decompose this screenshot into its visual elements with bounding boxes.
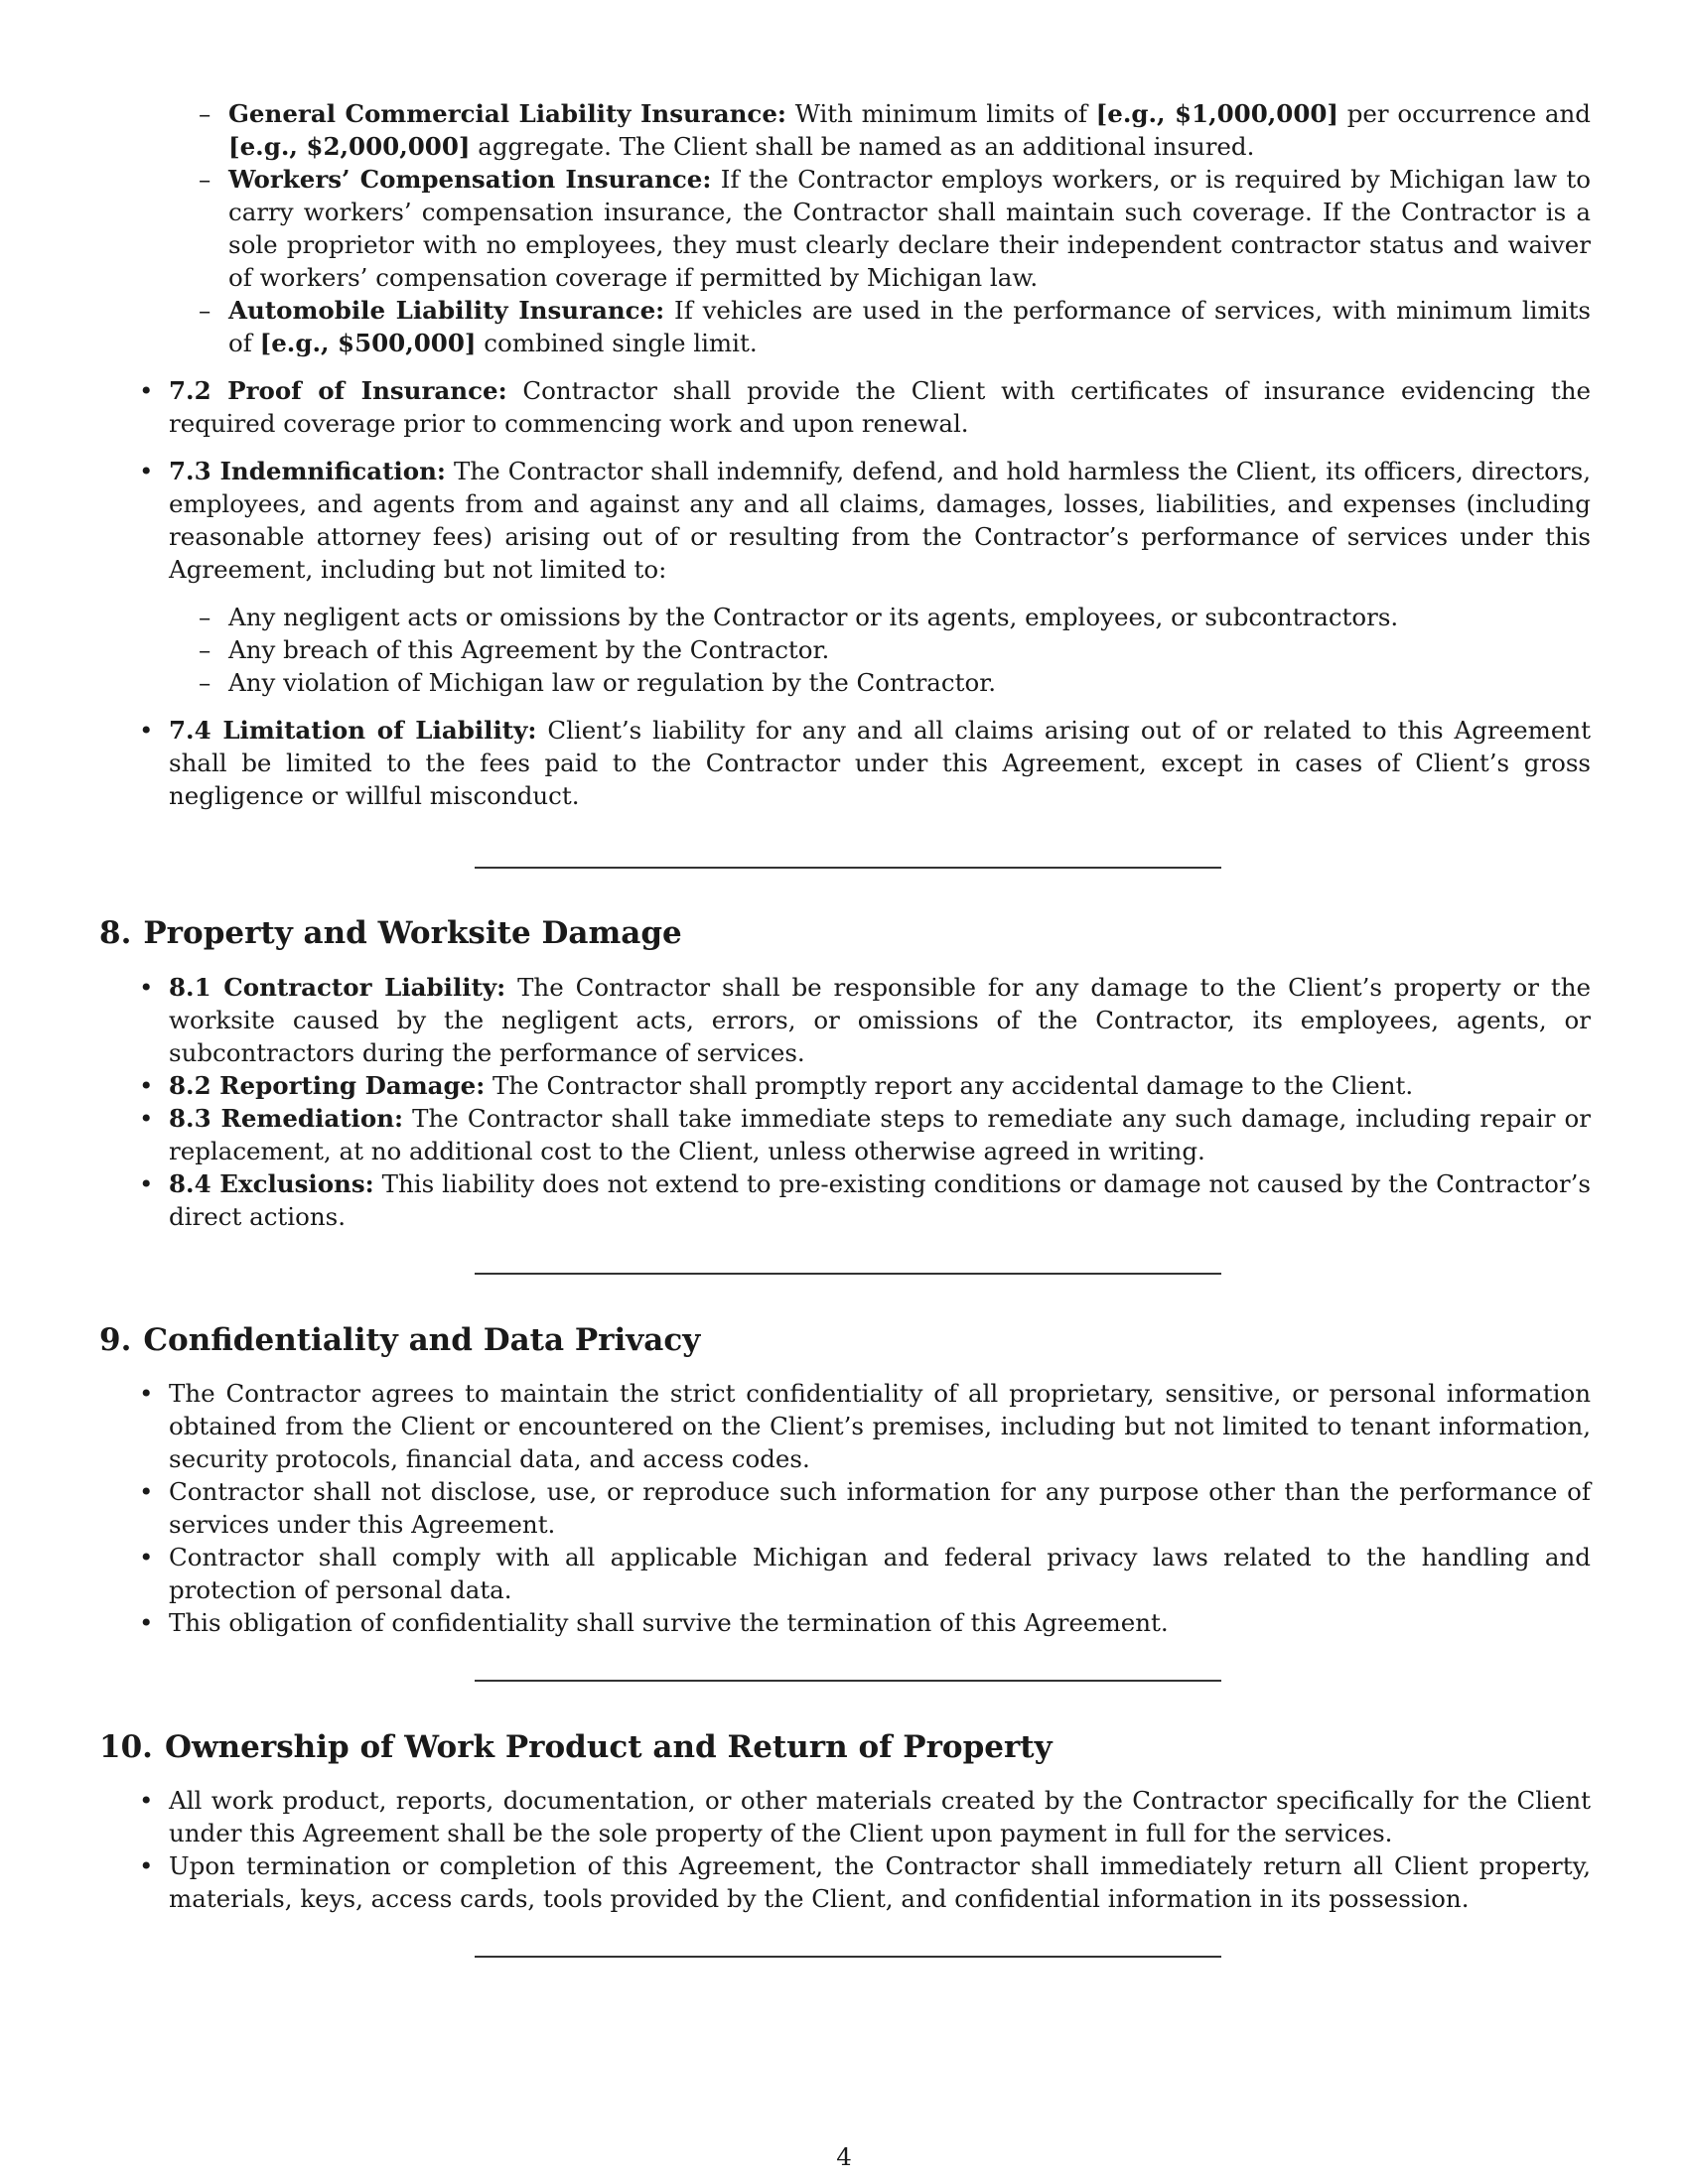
section-divider [475,1273,1221,1275]
section-9-heading: 9. Confidentiality and Data Privacy [99,1322,701,1358]
list-item: – Any breach of this Agreement by the Contractor. [228,633,1591,666]
list-item: – Any negligent acts or omissions by the Contractor or its agents, employees, or subcontractors. [228,601,1591,633]
list-item: • Contractor shall comply with all applicable Michigan and federal privacy laws related to the handling and protection of personal data. [169,1541,1591,1606]
list-item: • The Contractor agrees to maintain the strict confidentiality of all proprietary, sensitive, or personal information obtained from the Client or encountered on the Client’s premises, including but not limited to tenant information, security protocols, financial data, and access codes. [169,1377,1591,1475]
section-7-clauses [99,374,1591,812]
list-item: • 8.2 Reporting Damage: The Contractor shall promptly report any accidental damage to the Client. [169,1069,1591,1102]
list-item: • 8.4 Exclusions: This liability does not extend to pre-existing conditions or damage not caused by the Contractor’s direct actions. [169,1167,1591,1233]
list-item: • All work product, reports, documentation, or other materials created by the Contractor specifically for the Client under this Agreement shall be the sole property of the Client upon payment in full for the services. [169,1784,1591,1849]
insurance-types-list [99,97,1591,359]
section-10-heading: 10. Ownership of Work Product and Return of Property [99,1729,1053,1765]
list-item: – Automobile Liability Insurance: If vehicles are used in the performance of services, with minimum limits of [e.g., $500,000] combined single limit. [228,294,1591,359]
clause-indemnification: • 7.3 Indemnification: The Contractor shall indemnify, defend, and hold harmless the Client, its officers, directors, employees, and agents from and against any and all claims, damages, losses, liabilities, and expenses (including reasonable attorney fees) arising out of or resulting from the Contractor’s performance of services under this Agreement, including but not limited to: – Any negligent acts or omissions by the Contractor or its agents, employees, or subcontractors. – Any breach of this Agreement by the Contractor. – Any violation of Michigan law or regulation by the Contractor. [169,455,1591,699]
list-item: • Upon termination or completion of this Agreement, the Contractor shall immediately return all Client property, materials, keys, access cards, tools provided by the Client, and confidential information in its possession. [169,1849,1591,1915]
list-item: • Contractor shall not disclose, use, or reproduce such information for any purpose other than the performance of services under this Agreement. [169,1475,1591,1541]
section-7-continued [99,97,1591,812]
list-item: – Workers’ Compensation Insurance: If the Contractor employs workers, or is required by Michigan law to carry workers’ compensation insurance, the Contractor shall maintain such coverage. If the Contractor is a sole proprietor with no employees, they must clearly declare their independent contractor status and waiver of workers’ compensation coverage if permitted by Michigan law. [228,163,1591,294]
clause-proof-of-insurance: • 7.2 Proof of Insurance: Contractor shall provide the Client with certificates of insurance evidencing the required coverage prior to commencing work and upon renewal. [169,374,1591,440]
section-8-heading: 8. Property and Worksite Damage [99,915,682,951]
section-divider [475,867,1221,869]
page-number: 4 [836,2142,852,2171]
list-item: • 8.1 Contractor Liability: The Contractor shall be responsible for any damage to the Client’s property or the worksite caused by the negligent acts, errors, or omissions of the Contractor, its employees, agents, or subcontractors during the performance of services. [169,971,1591,1069]
section-8-body [99,971,1591,1233]
section-9-body [99,1377,1591,1639]
section-9-clauses [99,1377,1591,1639]
section-10-clauses [99,1784,1591,1915]
list-item: • 8.3 Remediation: The Contractor shall take immediate steps to remediate any such damage, including repair or replacement, at no additional cost to the Client, unless otherwise agreed in writing. [169,1102,1591,1167]
indemnification-items [169,601,1591,699]
clause-limitation-of-liability: • 7.4 Limitation of Liability: Client’s liability for any and all claims arising out of or related to this Agreement shall be limited to the fees paid to the Contractor under this Agreement, except in cases of Client’s gross negligence or willful misconduct. [169,714,1591,812]
list-item: – Any violation of Michigan law or regulation by the Contractor. [228,666,1591,699]
section-divider [475,1956,1221,1958]
section-8-clauses [99,971,1591,1233]
section-divider [475,1680,1221,1682]
section-10-body [99,1784,1591,1915]
list-item: – General Commercial Liability Insurance: With minimum limits of [e.g., $1,000,000] per occurrence and [e.g., $2,000,000] aggregate. The Client shall be named as an additional insured. [228,97,1591,163]
list-item: • This obligation of confidentiality shall survive the termination of this Agreement. [169,1606,1591,1639]
